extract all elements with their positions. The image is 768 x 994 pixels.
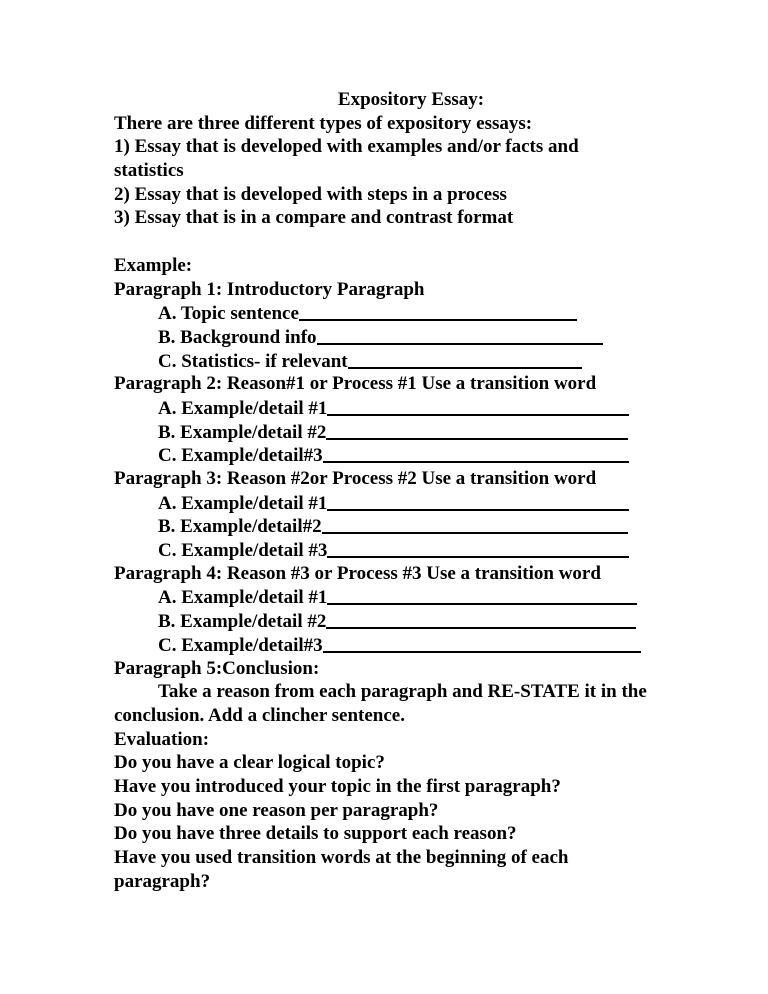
paragraph-4-item-c bbox=[114, 633, 674, 657]
paragraph-2-heading: Paragraph 2: Reason#1 or Process #1 Use a transition word bbox=[114, 373, 597, 395]
paragraph-1-item-c bbox=[114, 349, 674, 373]
evaluation-question-4: Do you have three details to support each reason? bbox=[114, 823, 517, 845]
evaluation-question-5: Have you used transition words at the beginning of each paragraph? bbox=[114, 847, 569, 892]
item-label: A. Topic sentence bbox=[158, 303, 299, 325]
paragraph-5-heading: Paragraph 5:Conclusion: bbox=[114, 657, 320, 679]
paragraph-2-item-b bbox=[114, 420, 674, 444]
item-label: C. Example/detail#3 bbox=[158, 634, 323, 656]
blank-fill-line bbox=[326, 420, 628, 440]
item-label: B. Background info bbox=[158, 326, 317, 348]
essay-type-1: 1) Essay that is developed with examples and/or facts and bbox=[114, 136, 579, 158]
example-heading: Example: bbox=[114, 254, 193, 276]
blank-fill-line bbox=[327, 396, 629, 416]
item-label: B. Example/detail #2 bbox=[158, 421, 327, 443]
paragraph-2-item-a bbox=[114, 396, 674, 420]
blank-fill-line bbox=[348, 349, 582, 369]
blank-fill-line bbox=[327, 491, 629, 511]
paragraph-1-heading: Paragraph 1: Introductory Paragraph bbox=[114, 278, 425, 300]
item-label: C. Example/detail#3 bbox=[158, 445, 323, 467]
intro-line: There are three different types of expository essays: bbox=[114, 112, 533, 134]
conclusion-instructions: Take a reason from each paragraph and RE-STATE it in the conclusion. Add a clincher sentence. bbox=[114, 681, 647, 726]
paragraph-4-item-b bbox=[114, 609, 674, 633]
paragraph-3-heading: Paragraph 3: Reason #2or Process #2 Use a transition word bbox=[114, 468, 597, 489]
item-label: A. Example/detail #1 bbox=[158, 397, 328, 419]
evaluation-question-3: Do you have one reason per paragraph? bbox=[114, 799, 439, 821]
paragraph-3-item-b bbox=[114, 514, 674, 538]
paragraph-2-item-c bbox=[114, 443, 674, 467]
paragraph-3-item-a bbox=[114, 491, 674, 515]
item-label: B. Example/detail #2 bbox=[158, 611, 327, 633]
item-label: C. Statistics- if relevant bbox=[158, 350, 348, 372]
evaluation-question-2: Have you introduced your topic in the first paragraph? bbox=[114, 775, 561, 797]
essay-type-2: 2) Essay that is developed with steps in a process bbox=[114, 183, 507, 205]
paragraph-3-item-c bbox=[114, 538, 674, 562]
paragraph-1-item-a bbox=[114, 301, 674, 325]
essay-type-1-continued: statistics bbox=[114, 160, 184, 182]
paragraph-4-item-a bbox=[114, 585, 674, 609]
blank-fill-line bbox=[323, 633, 641, 653]
blank-fill-line bbox=[299, 301, 577, 321]
blank-fill-line bbox=[323, 443, 629, 463]
blank-fill-line bbox=[326, 609, 636, 629]
evaluation-question-1: Do you have a clear logical topic? bbox=[114, 752, 385, 774]
blank-fill-line bbox=[317, 325, 603, 345]
item-label: A. Example/detail #1 bbox=[158, 587, 328, 609]
spacer bbox=[114, 230, 674, 254]
item-label: C. Example/detail #3 bbox=[158, 540, 328, 562]
paragraph-4-heading: Paragraph 4: Reason #3 or Process #3 Use a transition word bbox=[114, 562, 601, 584]
blank-fill-line bbox=[327, 585, 637, 605]
blank-fill-line bbox=[322, 514, 628, 534]
blank-fill-line bbox=[327, 538, 629, 558]
essay-type-3: 3) Essay that is in a compare and contrast format bbox=[114, 207, 514, 229]
document-page bbox=[114, 88, 674, 893]
item-label: B. Example/detail#2 bbox=[158, 516, 322, 538]
paragraph-1-item-b bbox=[114, 325, 674, 349]
item-label: A. Example/detail #1 bbox=[158, 492, 328, 514]
document-title: Expository Essay: bbox=[337, 89, 485, 110]
evaluation-heading: Evaluation: bbox=[114, 728, 210, 750]
